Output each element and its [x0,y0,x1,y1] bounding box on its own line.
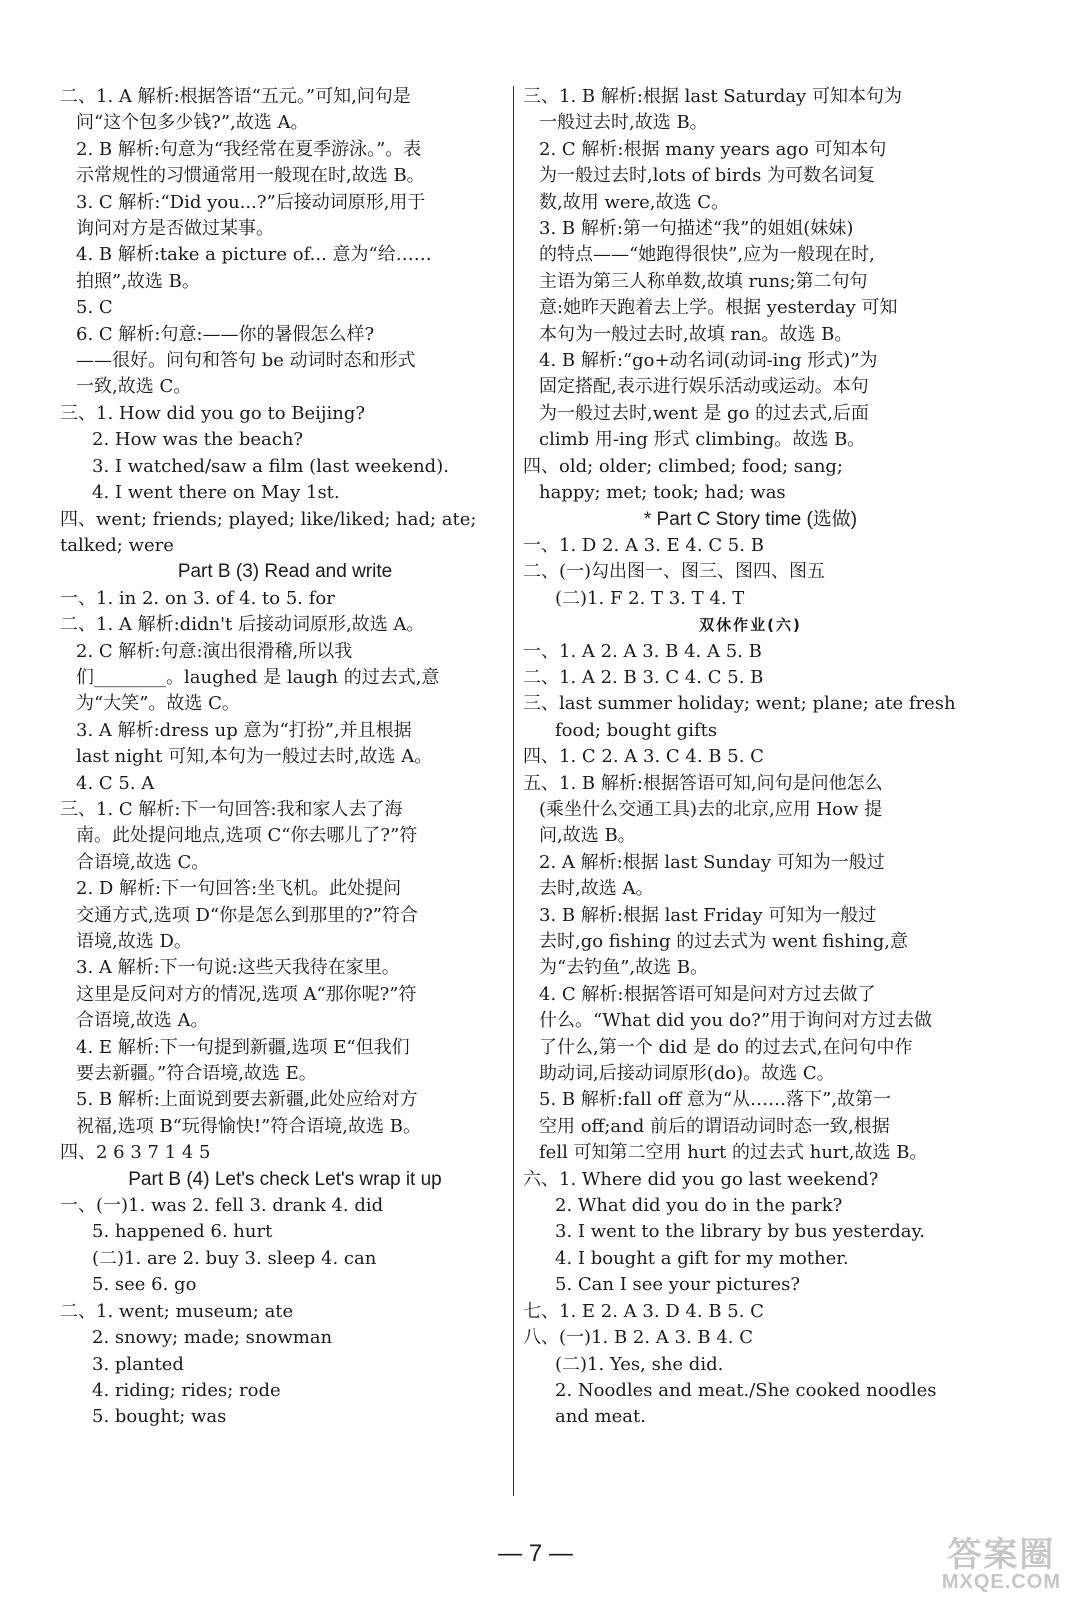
text-line: (二)1. are 2. buy 3. sleep 4. can [92,1247,377,1269]
text-line: 去时,故选 A。 [539,878,654,900]
text-line: 3. B 解析:第一句描述“我”的姐姐(妹妹) [539,218,854,240]
text-line: 3. C 解析:“Did you...?”后接动词原形,用于 [76,191,426,213]
text-line: 四、2 6 3 7 1 4 5 [60,1142,211,1164]
text-line: 去时,go fishing 的过去式为 went fishing,意 [539,931,908,952]
text-line: 5. C [76,297,113,319]
text-line: ——很好。问句和答句 be 动词时态和形式 [76,350,416,372]
watermark-text: 答案圈 [947,1536,1056,1574]
text-line: 助动词,后接动词原形(do)。故选 C。 [539,1063,835,1085]
text-line: 2. How was the beach? [92,429,304,451]
text-line: 南。此处提问地点,选项 C“你去哪儿了?”符 [76,825,418,847]
text-line: 示常规性的习惯通常用一般现在时,故选 B。 [76,165,425,187]
section-title: Part B (3) Read and write [177,561,393,583]
text-line: 三、1. B 解析:根据 last Saturday 可知本句为 [523,86,902,107]
text-line: 3. planted [92,1353,184,1375]
text-line: (二)1. F 2. T 3. T 4. T [555,587,745,609]
text-line: 2. C 解析:根据 many years ago 可知本句 [539,138,887,160]
text-line: 五、1. B 解析:根据答语可知,问句是问他怎么 [523,772,883,794]
text-line: 一般过去时,故选 B。 [539,112,708,134]
text-line: 4. riding; rides; rode [92,1379,281,1401]
text-line: 三、1. C 解析:下一句回答:我和家人去了海 [60,798,403,820]
text-line: 祝福,选项 B“玩得愉快!”符合语境,故选 B。 [76,1115,421,1137]
text-line: 一致,故选 C。 [76,376,192,398]
text-line: 固定搭配,表示进行娱乐活动或运动。本句 [539,376,869,398]
text-line: happy; met; took; had; was [539,482,786,504]
text-line: 5. B 解析:上面说到要去新疆,此处应给对方 [76,1089,418,1111]
section-title: * Part C Story time (选做) [643,508,858,530]
text-line: (二)1. Yes, she did. [555,1353,724,1375]
text-line: 4. B 解析:“go+动名词(动词-ing 形式)”为 [539,350,878,372]
section-title: Part B (4) Let's check Let's wrap it up [128,1168,442,1190]
text-line: 四、old; older; climbed; food; sang; [523,455,844,477]
text-line: 5. B 解析:fall off 意为“从……落下”,故第一 [539,1089,892,1111]
text-line: 询问对方是否做过某事。 [76,218,274,240]
text-line: 二、(一)勾出图一、图三、图四、图五 [523,561,826,583]
column-divider [513,86,514,1496]
text-line: 二、1. A 2. B 3. C 4. C 5. B [523,666,764,688]
text-line: 四、1. C 2. A 3. C 4. B 5. C [523,746,764,768]
text-line: 合语境,故选 A。 [76,1010,209,1032]
text-line: 问“这个包多少钱?”,故选 A。 [76,112,309,134]
text-line: 为一般过去时,lots of birds 为可数名词复 [539,165,876,187]
text-line: 6. C 解析:句意:——你的暑假怎么样? [76,323,375,345]
text-line: 3. I watched/saw a film (last weekend). [92,455,449,477]
text-line: 四、went; friends; played; like/liked; had; ate; [60,508,477,530]
text-line: 一、1. in 2. on 3. of 4. to 5. for [60,587,335,609]
text-line: food; bought gifts [555,719,718,741]
text-line: 2. B 解析:句意为“我经常在夏季游泳。”。表 [76,138,422,160]
text-line: and meat. [555,1406,646,1428]
text-line: 要去新疆。”符合语境,故选 E。 [76,1063,317,1085]
text-line: 为一般过去时,went 是 go 的过去式,后面 [539,402,869,424]
text-line: 的特点——“她跑得很快”,应为一般现在时, [539,244,875,266]
text-line: 5. bought; was [92,1406,227,1428]
text-line: 三、1. How did you go to Beijing? [60,402,366,424]
text-line: 5. see 6. go [92,1274,197,1296]
text-line: 一、(一)1. was 2. fell 3. drank 4. did [60,1195,384,1217]
text-line: 合语境,故选 C。 [76,851,210,873]
text-line: 4. I bought a gift for my mother. [555,1247,849,1269]
text-line: 交通方式,选项 D“你是怎么到那里的?”符合 [76,904,418,926]
text-line: 2. snowy; made; snowman [92,1327,333,1349]
text-line: 八、(一)1. B 2. A 3. B 4. C [523,1327,754,1349]
watermark-logo [942,1538,1061,1592]
text-line: 2. C 解析:句意:演出很滑稽,所以我 [76,640,353,662]
text-line: 二、1. A 解析:didn't 后接动词原形,故选 A。 [60,614,425,636]
left-column [60,84,510,1431]
text-line: 七、1. E 2. A 3. D 4. B 5. C [523,1300,764,1322]
text-line: 2. What did you do in the park? [555,1195,843,1217]
text-line: 数,故用 were,故选 C。 [539,191,729,213]
text-line: 5. happened 6. hurt [92,1221,273,1243]
text-line: last night 可知,本句为一般过去时,故选 A。 [76,746,433,768]
text-line: 2. Noodles and meat./She cooked noodles [555,1379,937,1401]
text-line: 意:她昨天跑着去上学。根据 yesterday 可知 [539,297,898,319]
text-line: 语境,故选 D。 [76,931,192,952]
text-line: 4. E 解析:下一句提到新疆,选项 E“但我们 [76,1036,410,1058]
text-line: fell 可知第二空用 hurt 的过去式 hurt,故选 B。 [539,1142,928,1164]
text-line: 3. A 解析:dress up 意为“打扮”,并且根据 [76,719,412,741]
text-line: 拍照”,故选 B。 [76,270,200,292]
text-line: 3. A 解析:下一句说:这些天我待在家里。 [76,957,400,979]
text-line: 问,故选 B。 [539,825,636,847]
text-line: 为“去钓鱼”,故选 B。 [539,957,709,979]
text-line: 三、last summer holiday; went; plane; ate fresh [523,693,956,715]
text-line: 这里是反问对方的情况,选项 A“那你呢?”符 [76,983,417,1005]
text-line: 二、1. A 解析:根据答语“五元。”可知,问句是 [60,86,411,107]
text-line: climb 用-ing 形式 climbing。故选 B。 [539,429,866,451]
text-line: (乘坐什么交通工具)去的北京,应用 How 提 [539,798,883,820]
text-line: 为“大笑”。故选 C。 [76,693,240,715]
text-line: 5. Can I see your pictures? [555,1274,801,1296]
watermark-url: MXQE.COM [941,1571,1061,1593]
section-title: 双休作业(六) [699,616,802,635]
text-line: 4. C 解析:根据答语可知是问对方过去做了 [539,983,876,1005]
text-line: 2. D 解析:下一句回答:坐飞机。此处提问 [76,878,402,900]
text-line: 4. I went there on May 1st. [92,482,340,504]
page-number: — 7 — [498,1540,573,1567]
text-line: 一、1. D 2. A 3. E 4. C 5. B [523,534,764,556]
text-line: 3. B 解析:根据 last Friday 可知为一般过 [539,904,877,926]
text-line: 了什么,第一个 did 是 do 的过去式,在问句中作 [539,1036,913,1058]
text-line: 空用 off;and 前后的谓语动词时态一致,根据 [539,1115,890,1137]
text-line: 们________。laughed 是 laugh 的过去式,意 [76,666,440,688]
text-line: 什么。“What did you do?”用于询问对方过去做 [539,1010,933,1032]
text-line: 2. A 解析:根据 last Sunday 可知为一般过 [539,851,885,873]
text-line: 六、1. Where did you go last weekend? [523,1168,879,1190]
text-line: 3. I went to the library by bus yesterday. [555,1221,925,1243]
text-line: 本句为一般过去时,故填 ran。故选 B。 [539,323,853,345]
text-line: 4. C 5. A [76,772,155,794]
text-line: talked; were [60,534,174,556]
text-line: 一、1. A 2. A 3. B 4. A 5. B [523,640,762,662]
text-line: 4. B 解析:take a picture of... 意为“给…… [76,244,432,266]
text-line: 主语为第三人称单数,故填 runs;第二句句 [539,270,868,292]
right-column [523,84,978,1431]
text-line: 二、1. went; museum; ate [60,1300,294,1322]
